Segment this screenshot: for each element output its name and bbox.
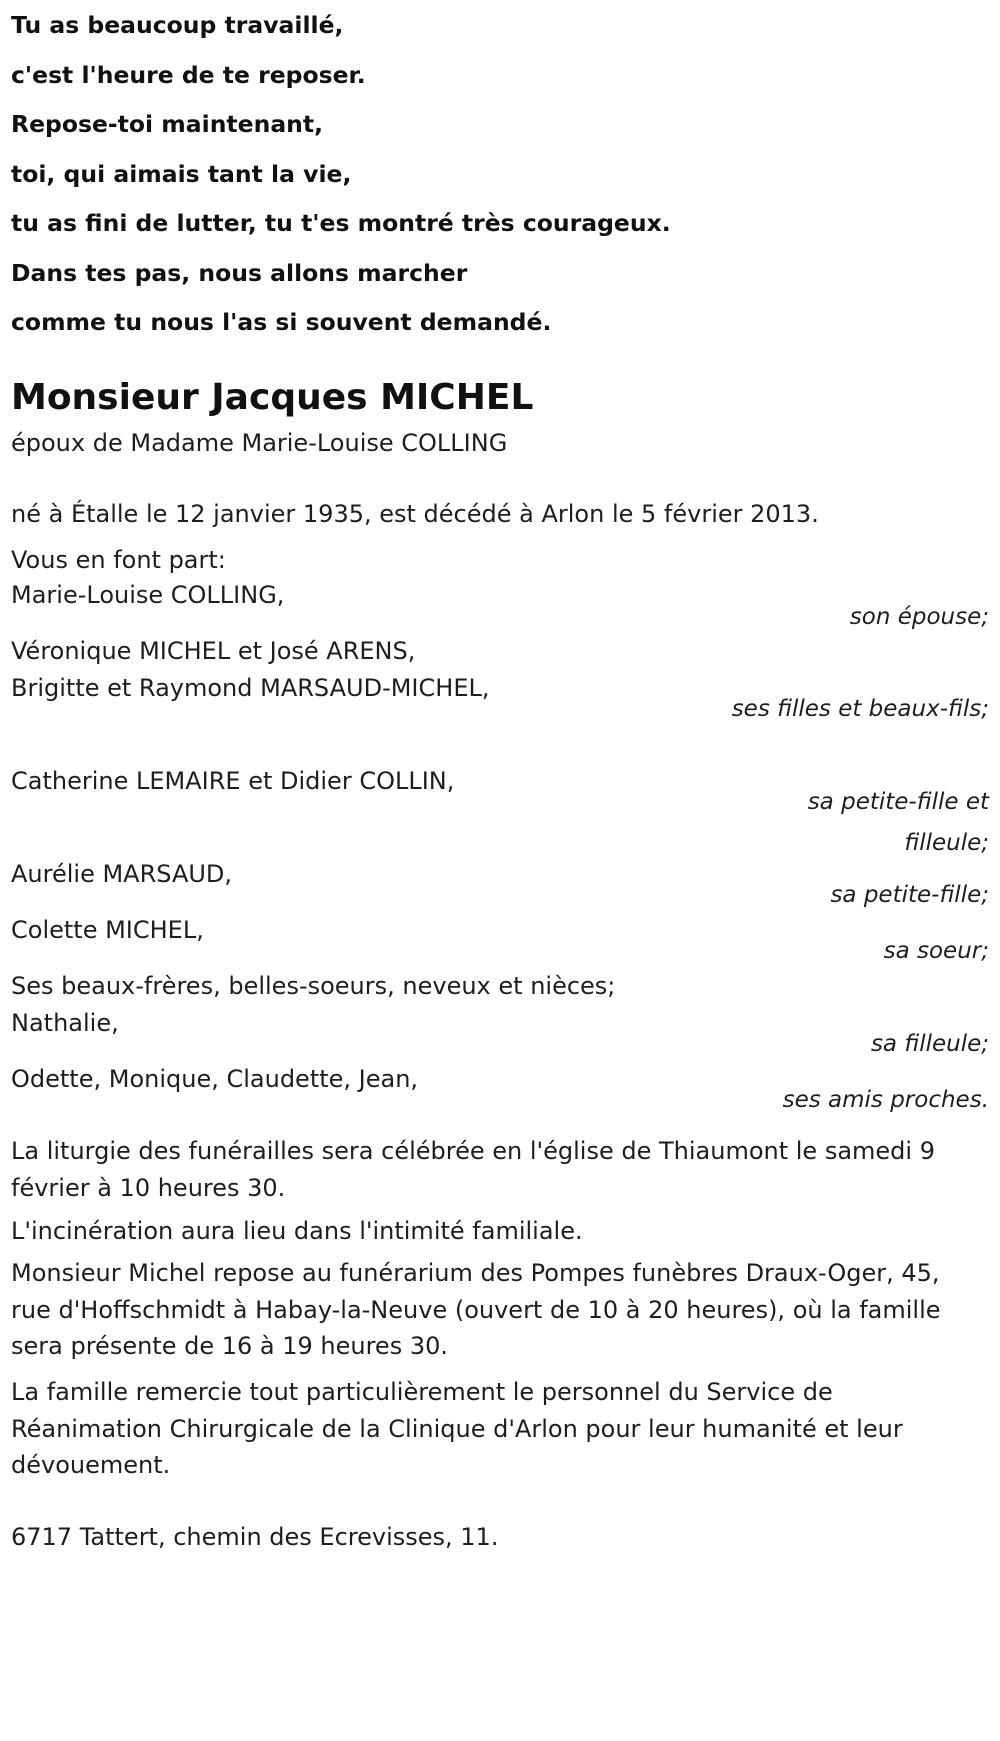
family-member: Marie-Louise COLLING, — [11, 581, 285, 609]
family-member: Véronique MICHEL et José ARENS, — [11, 637, 416, 665]
funerarium-paragraph: Monsieur Michel repose au funérarium des Pompes funèbres Draux-Oger, 45, rue d'Hoffschmidt à Habay-la-Neuve (ouvert de 10 à 20 heures), où la famille sera présente de 16 à 19 heures 30. — [11, 1259, 941, 1360]
poem-line: Dans tes pas, nous allons marcher — [11, 258, 468, 287]
family-relation: sa filleule; — [870, 1031, 989, 1057]
family-relation: sa soeur; — [883, 938, 989, 964]
family-member: Brigitte et Raymond MARSAUD-MICHEL, — [11, 674, 490, 702]
family-member: Aurélie MARSAUD, — [11, 860, 233, 888]
deceased-name: Monsieur Jacques MICHEL — [11, 377, 534, 418]
address-line: 6717 Tattert, chemin des Ecrevisses, 11. — [11, 1523, 499, 1551]
funeral-paragraph: La liturgie des funérailles sera célébrée en l'église de Thiaumont le samedi 9 février à 10 heures 30. — [11, 1137, 935, 1202]
family-relation: ses amis proches. — [782, 1087, 989, 1113]
family-member: Nathalie, — [11, 1009, 119, 1037]
cremation-paragraph: L'incinération aura lieu dans l'intimité familiale. — [11, 1217, 583, 1245]
poem-line: Repose-toi maintenant, — [11, 110, 324, 138]
family-relation: ses filles et beaux-fils; — [731, 696, 989, 722]
family-relation: sa petite-fille et filleule; — [807, 789, 989, 856]
poem-line: tu as fini de lutter, tu t'es montré très courageux. — [11, 209, 671, 237]
family-relation: sa petite-fille; — [830, 882, 989, 908]
poem-line: Tu as beaucoup travaillé, — [11, 11, 344, 39]
poem — [11, 5, 971, 352]
poem-line: comme tu nous l'as si souvent demandé. — [11, 308, 552, 336]
family-member: Odette, Monique, Claudette, Jean, — [11, 1065, 419, 1093]
family-relation: son épouse; — [849, 604, 989, 630]
family-member: Colette MICHEL, — [11, 916, 204, 944]
birth-death-line: né à Étalle le 12 janvier 1935, est décédé à Arlon le 5 février 2013. — [11, 500, 819, 528]
poem-line: toi, qui aimais tant la vie, — [11, 159, 352, 188]
family-member: Catherine LEMAIRE et Didier COLLIN, — [11, 767, 455, 795]
spouse-line: époux de Madame Marie-Louise COLLING — [11, 429, 508, 457]
family-member: Ses beaux-frères, belles-soeurs, neveux et nièces; — [11, 972, 616, 1000]
poem-line: c'est l'heure de te reposer. — [11, 60, 366, 89]
intro-line: Vous en font part: — [11, 546, 226, 574]
thanks-paragraph: La famille remercie tout particulièrement le personnel du Service de Réanimation Chirurgicale de la Clinique d'Arlon pour leur humanité et leur dévouement. — [11, 1378, 903, 1479]
